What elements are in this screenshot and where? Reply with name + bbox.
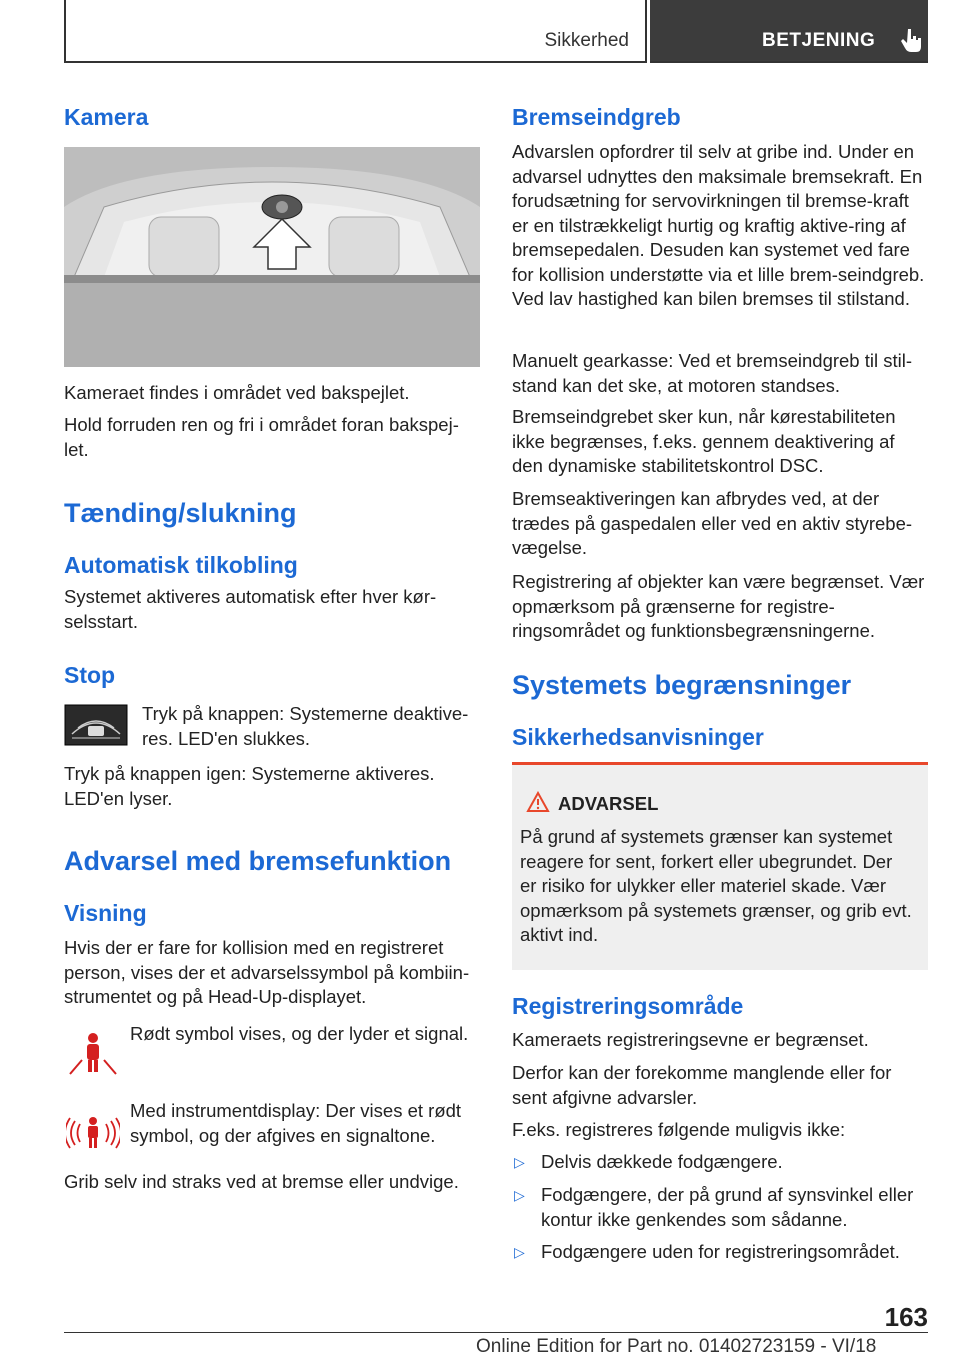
reg-text-1: Kameraets registreringsevne er begrænset. bbox=[512, 1029, 869, 1050]
symbol-2-text: Med instrumentdisplay: Der vises et rødt symbol, og der afgives en signaltone. bbox=[130, 1100, 462, 1146]
stop-title: Stop bbox=[64, 662, 116, 688]
bullet-marker: ▷ bbox=[514, 1154, 525, 1170]
header-chapter-box bbox=[650, 0, 928, 63]
bremse-text-4: Bremseaktiveringen kan afbrydes ved, at der trædes på gaspedalen eller ved en aktiv styrebe-vægelse. bbox=[512, 488, 913, 558]
pedestrian-warning-icon bbox=[66, 1030, 120, 1076]
stop-text-2: Tryk på knappen igen: Systemerne aktiveres. LED'en lyser. bbox=[64, 763, 435, 809]
warning-label: ADVARSEL bbox=[558, 793, 659, 814]
reg-text-2: Derfor kan der forekomme manglende eller for sent afgivne advarsler. bbox=[512, 1062, 892, 1108]
registrering-title: Registreringsområde bbox=[512, 993, 744, 1019]
list-item: Fodgængere, der på grund af synsvinkel eller kontur ikke genkendes som sådanne. bbox=[541, 1184, 914, 1230]
page-number: 163 bbox=[884, 1302, 928, 1332]
auto-text: Systemet aktiveres automatisk efter hver kør-selsstart. bbox=[64, 586, 437, 632]
bremse-text-3: Bremseindgrebet sker kun, når kørestabiliteten ikke begrænses, f.eks. gennem deaktivering af den dynamiske stabilitetskontrol DSC. bbox=[512, 406, 896, 476]
begraensninger-title: Systemets begrænsninger bbox=[512, 670, 852, 700]
visning-text: Hvis der er fare for kollision med en registreret person, vises der et advarselssymbol på kombiin-strumentet og på Head-Up-displayet. bbox=[64, 937, 470, 1007]
page-header bbox=[64, 0, 928, 66]
camera-location-photo bbox=[64, 147, 480, 367]
hand-pointer-icon bbox=[900, 27, 922, 53]
kamera-title: Kamera bbox=[64, 104, 149, 130]
advarsel-title: Advarsel med bremsefunktion bbox=[64, 846, 452, 876]
bremse-text-5: Registrering af objekter kan være begrænset. Vær opmærksom på grænserne for registre-ringsområdet og funktionsbegrænsningerne. bbox=[512, 571, 925, 641]
warning-box bbox=[512, 762, 928, 970]
reg-text-3: F.eks. registreres følgende muligvis ikke: bbox=[512, 1119, 846, 1140]
bremse-text-1: Advarslen opfordrer til selv at gribe ind. Under en advarsel udnyttes den maksimale bremsekraft. En forudsætning for servovirkningen til bremse-kraft er en tilstrækkeligt hurtig og kraftig aktive-ring af bremsepedalen. Desuden kan systemet ved fare for kollision understøtte via et lille brem-seindgreb. Ved lav hastighed kan bilen bremses til stilstand. bbox=[512, 141, 925, 309]
symbol-1-text: Rødt symbol vises, og der lyder et signal. bbox=[130, 1023, 469, 1044]
visning-title: Visning bbox=[64, 900, 147, 926]
header-chapter: BETJENING bbox=[762, 30, 876, 51]
bullet-marker: ▷ bbox=[514, 1244, 525, 1260]
grib-text: Grib selv ind straks ved at bremse eller undvige. bbox=[64, 1171, 459, 1192]
header-section: Sikkerhed bbox=[544, 30, 629, 51]
kamera-text-2: Hold forruden ren og fri i området foran bakspej-let. bbox=[64, 414, 459, 460]
bremse-text-2: Manuelt gearkasse: Ved et bremseindgreb til stil-stand kan det ske, at motoren standses. bbox=[512, 350, 913, 396]
bremseindgreb-title: Bremseindgreb bbox=[512, 104, 681, 130]
taending-title: Tænding/slukning bbox=[64, 498, 297, 528]
kamera-text-1: Kameraet findes i området ved bakspejlet. bbox=[64, 382, 410, 403]
assist-button-icon bbox=[64, 704, 128, 746]
list-item: Fodgængere uden for registreringsområdet. bbox=[541, 1241, 900, 1262]
edition-text: Online Edition for Part no. 01402723159 - VI/18 bbox=[476, 1336, 877, 1357]
warning-text: På grund af systemets grænser kan systemet reagere for sent, forkert eller ubegrundet. Der er risiko for ulykker eller materiel skade. Vær opmærksom på systemets grænser, og grib evt. aktivt ind. bbox=[520, 826, 912, 945]
pedestrian-display-icon bbox=[66, 1116, 120, 1150]
bullet-marker: ▷ bbox=[514, 1187, 525, 1203]
stop-icon-text: Tryk på knappen: Systemerne deaktive-res. LED'en slukkes. bbox=[142, 703, 469, 749]
list-item: Delvis dækkede fodgængere. bbox=[541, 1151, 783, 1172]
warning-triangle-icon bbox=[526, 791, 550, 813]
footer-divider bbox=[64, 1332, 928, 1333]
auto-title: Automatisk tilkobling bbox=[64, 552, 298, 578]
sikkerhed-title: Sikkerhedsanvisninger bbox=[512, 724, 764, 750]
header-section-box bbox=[64, 0, 647, 63]
